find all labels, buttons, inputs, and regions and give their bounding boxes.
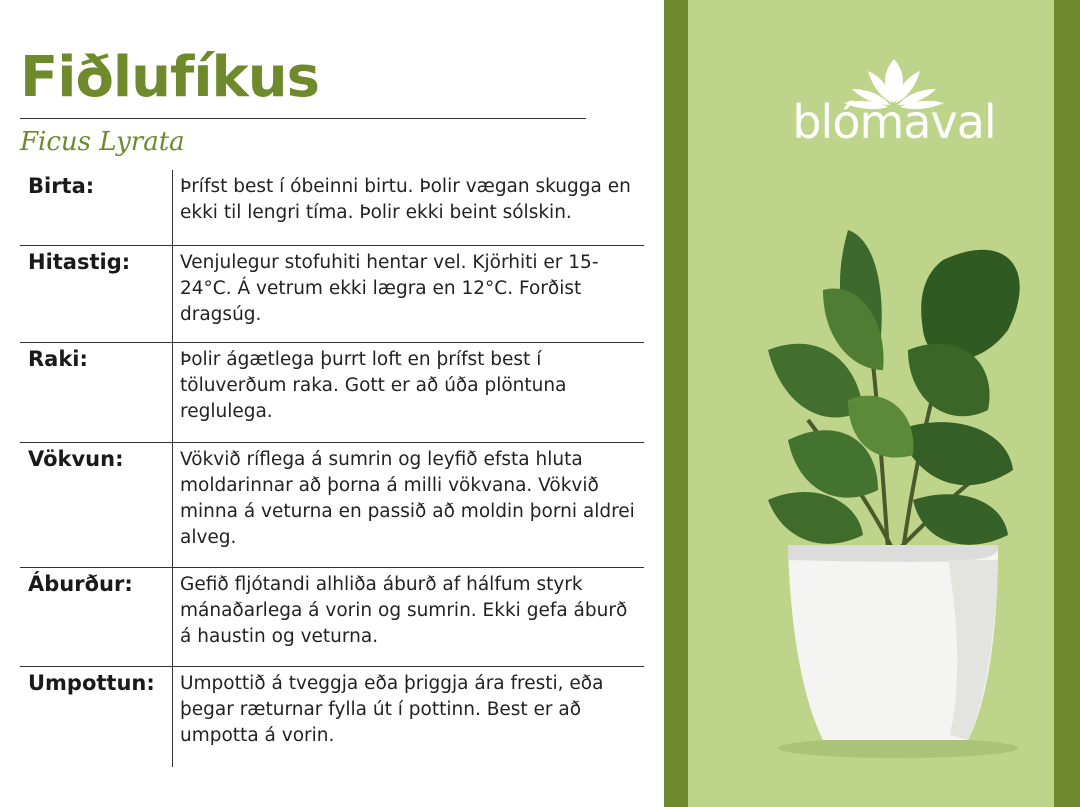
care-row-aburdur (20, 568, 644, 667)
plant-leaves (768, 230, 1020, 545)
care-text: Umpottið á tveggja eða þriggja ára fresti, eða þegar ræturnar fylla út í pottinn. Best er að umpotta á vorin. (180, 673, 604, 746)
care-row-umpottun (20, 667, 644, 767)
care-label: Áburður: (28, 572, 133, 596)
care-text: Vökvið ríflega á sumrin og leyfið efsta hluta moldarinnar að þorna á milli vökvana. Vökvið minna á veturna en passið að moldin þorni aldrei alveg. (180, 449, 635, 548)
care-text: Þolir ágætlega þurrt loft en þrífst best í töluverðum raka. Gott er að úða plöntuna reglulega. (180, 349, 567, 422)
care-row-hitastig (20, 246, 644, 343)
care-table (20, 170, 644, 767)
row-divider (172, 343, 173, 442)
care-text: Gefið fljótandi alhliða áburð af hálfum styrk mánaðarlega á vorin og sumrin. Ekki gefa áburð á haustin og veturna. (180, 574, 628, 647)
care-label: Vökvun: (28, 447, 124, 471)
care-text: Þrífst best í óbeinni birtu. Þolir vægan skugga en ekki til lengri tíma. Þolir ekki beint sólskin. (180, 176, 631, 223)
row-divider (172, 667, 173, 767)
care-text: Venjulegur stofuhiti hentar vel. Kjörhiti er 15-24°C. Á vetrum ekki lægra en 12°C. Forðist dragsúg. (180, 252, 599, 325)
care-row-vokvun (20, 443, 644, 568)
brand-name: blómaval (792, 95, 996, 149)
care-row-birta (20, 170, 644, 246)
latin-name: Ficus Lyrata (20, 127, 185, 157)
image-panel-inner (688, 0, 1054, 807)
title-divider (20, 118, 586, 119)
row-divider (172, 443, 173, 567)
care-label: Umpottun: (28, 671, 155, 695)
page-title: Fiðlufíkus (20, 45, 319, 110)
care-label: Hitastig: (28, 250, 131, 274)
row-divider (172, 568, 173, 666)
image-panel (664, 0, 1080, 807)
brand-logo (784, 55, 1004, 155)
row-divider (172, 246, 173, 342)
care-label: Raki: (28, 347, 88, 371)
plant-photo (728, 200, 1068, 760)
care-label: Birta: (28, 174, 95, 198)
row-divider (172, 170, 173, 245)
care-row-raki (20, 343, 644, 443)
